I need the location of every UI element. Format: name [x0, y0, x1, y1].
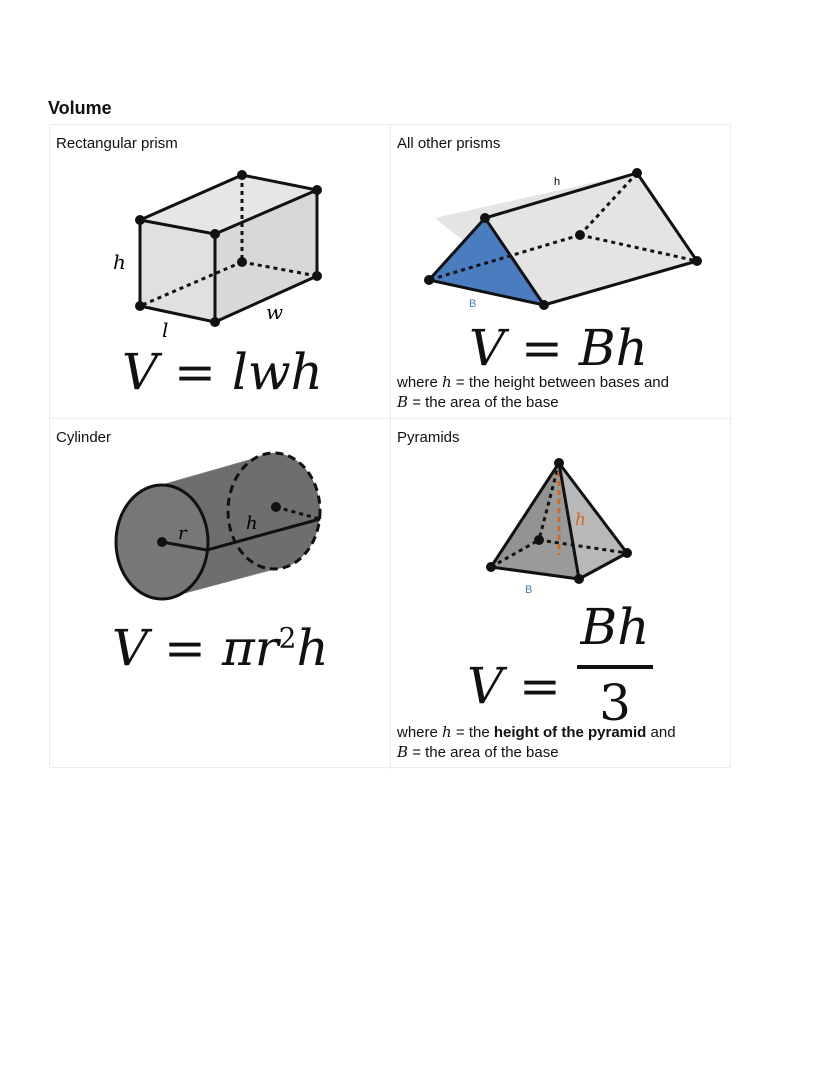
- formula-equals: =: [164, 619, 206, 677]
- pyramids-note-line2: B = the area of the base: [397, 743, 559, 761]
- dim-l-label: l: [162, 318, 169, 342]
- fraction-numerator: Bh: [580, 598, 650, 656]
- formula-lhs: V: [112, 619, 149, 677]
- prisms-note-line1: where h = the height between bases and: [397, 373, 669, 391]
- cell-pyramids: [391, 419, 732, 769]
- formula-r: r: [254, 619, 279, 677]
- cylinder-formula: [112, 619, 329, 677]
- formula-rhs: Bh: [578, 319, 648, 377]
- pyramid-formula-fraction: [577, 595, 653, 733]
- pyramids-note-line1: where h = the height of the pyramid and: [397, 723, 676, 741]
- cell-other-prisms: [391, 125, 732, 419]
- other-prisms-label: All other prisms: [397, 135, 501, 152]
- cylinder-figure: [110, 449, 330, 609]
- formula-pi: π: [221, 619, 255, 677]
- var-B: B: [397, 393, 409, 411]
- dim-h-label: h: [113, 250, 126, 274]
- dim-w-label: w: [266, 300, 284, 324]
- volume-formula-table: [49, 124, 731, 768]
- pyramid-formula-lhs: V =: [467, 657, 561, 715]
- cyl-h-label: h: [246, 513, 258, 534]
- other-prisms-formula: [469, 319, 648, 377]
- pyramid-h-label: h: [575, 510, 586, 530]
- fraction-bar: [577, 665, 653, 669]
- cell-rectangular-prism: [50, 125, 391, 419]
- formula-h: h: [296, 619, 329, 677]
- var-h: h: [442, 373, 452, 391]
- formula-equals: =: [174, 343, 216, 401]
- fraction-denominator: 3: [599, 674, 631, 732]
- cell-cylinder: [50, 419, 391, 769]
- pyramids-label: Pyramids: [397, 429, 460, 446]
- formula-equals: =: [521, 319, 563, 377]
- rectangular-prism-figure: [100, 165, 340, 345]
- prism-h-label: h: [554, 176, 561, 188]
- rectangular-prism-label: Rectangular prism: [56, 135, 178, 152]
- var-B: B: [397, 743, 409, 761]
- cylinder-label: Cylinder: [56, 429, 112, 446]
- rectangular-prism-formula: [122, 343, 323, 401]
- formula-rhs: lwh: [231, 343, 323, 401]
- pyramid-figure: [481, 455, 641, 595]
- page-title: Volume: [48, 98, 112, 118]
- formula-lhs: V: [122, 343, 159, 401]
- formula-exponent: 2: [278, 621, 297, 655]
- prism-base-label: B: [469, 298, 477, 310]
- formula-lhs: V: [469, 319, 506, 377]
- var-h: h: [442, 723, 452, 741]
- pyramid-base-label: B: [525, 584, 533, 595]
- prisms-note-line2: B = the area of the base: [397, 393, 559, 411]
- cyl-r-label: r: [178, 523, 187, 544]
- triangular-prism-figure: [421, 165, 711, 315]
